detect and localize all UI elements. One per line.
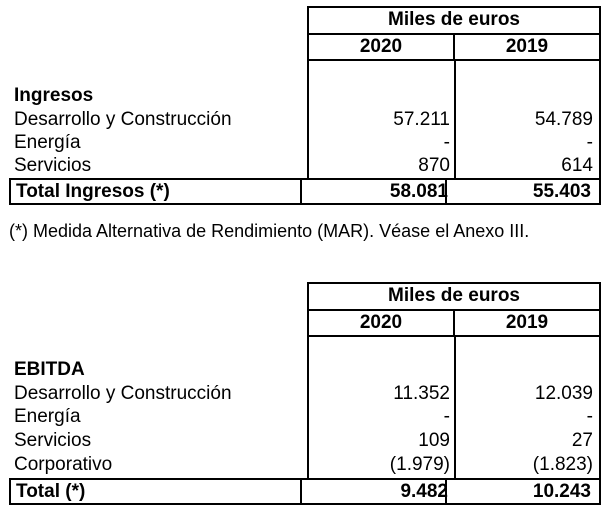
section-title: Ingresos — [14, 85, 94, 106]
table-row: Servicios 109 27 — [14, 430, 593, 451]
total-row: Total (*) 9.482 10.243 — [9, 478, 601, 505]
year-2020-header: 2020 — [309, 35, 455, 59]
year-2019-header: 2019 — [505, 36, 549, 57]
table-row: Desarrollo y Construcción 11.352 12.039 — [14, 383, 593, 404]
table-row: Energía - - — [14, 406, 593, 427]
table-row: Servicios 870 614 — [14, 155, 593, 176]
year-2020-header: 2020 — [309, 311, 455, 335]
table-header — [307, 282, 601, 337]
year-2019-header: 2019 — [505, 312, 549, 333]
table-row: Desarrollo y Construcción 57.211 54.789 — [14, 109, 593, 130]
table-row: Energía - - — [14, 132, 593, 153]
header-title: Miles de euros — [309, 8, 599, 35]
footnote: (*) Medida Alternativa de Rendimiento (MAR). Véase el Anexo III. — [9, 221, 530, 241]
section-title: EBITDA — [14, 359, 85, 380]
table-header — [307, 6, 601, 61]
table-row: Corporativo (1.979) (1.823) — [14, 454, 593, 475]
total-row: Total Ingresos (*) 58.081 55.403 — [9, 178, 601, 205]
header-title: Miles de euros — [309, 284, 599, 311]
